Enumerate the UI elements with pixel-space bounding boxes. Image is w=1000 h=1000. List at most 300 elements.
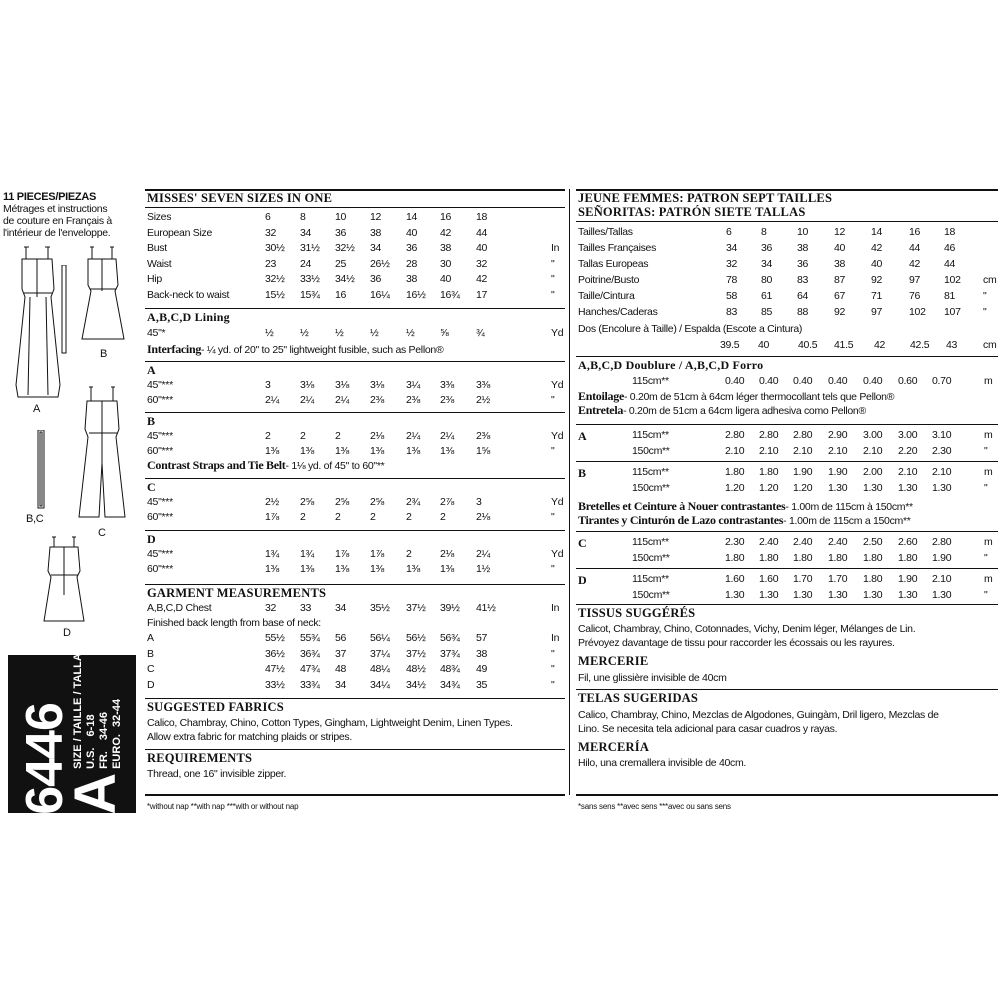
table-cell: ⅝: [440, 327, 449, 339]
table-cell: 18: [944, 226, 956, 238]
table-cell: 34: [761, 258, 773, 270]
table-cell: ½: [406, 327, 415, 339]
spanish-telas-line-1: Calico, Chambray, Chino, Mezclas de Algodones, Guingàm, Dril ligero, Mezclas de: [578, 709, 939, 721]
table-cell: 1⅜: [335, 445, 349, 457]
table-cell: 1.90: [828, 466, 848, 478]
table-cell: 67: [834, 290, 846, 302]
table-cell: 97: [871, 306, 883, 318]
row-label: Tallas Europeas: [578, 258, 649, 270]
table-cell: 2¼: [300, 394, 314, 406]
table-cell: 0.40: [793, 375, 813, 387]
unit-cell: ": [551, 288, 555, 301]
french-mercerie-text: Fil, une glissière invisible de 40cm: [578, 672, 727, 684]
table-cell: 1.80: [759, 552, 779, 564]
pieces-count: 11 PIECES/PIEZAS: [3, 191, 97, 203]
table-cell: 1.30: [932, 482, 952, 494]
unit-cell: ": [551, 257, 555, 270]
table-cell: 40: [834, 242, 846, 254]
rule: [576, 531, 998, 532]
table-cell: 3⅜: [476, 379, 490, 391]
rule: [145, 584, 565, 585]
table-cell: 12: [834, 226, 846, 238]
table-cell: 38: [370, 226, 382, 239]
table-cell: 36: [406, 242, 418, 254]
view-bc-illustration: [30, 430, 60, 510]
pattern-number: 6446: [16, 703, 74, 815]
table-cell: 1⅜: [370, 445, 384, 457]
table-cell: 2¼: [440, 430, 454, 442]
table-cell: 2.50: [863, 536, 883, 548]
table-cell: 34½: [406, 678, 426, 691]
table-cell: 18: [476, 211, 488, 223]
pieces-title: [3, 190, 96, 204]
pieces-fr-line-3: l'intérieur de l'enveloppe.: [3, 227, 111, 239]
entretela-text: - 0.20m de 51cm a 64cm ligera adhesiva como Pellon®: [623, 405, 866, 417]
table-cell: 42: [909, 258, 921, 270]
table-cell: 2: [335, 511, 341, 523]
unit-cell: ": [984, 589, 988, 601]
table-cell: 1.90: [793, 466, 813, 478]
table-cell: 2: [440, 511, 446, 523]
spanish-title: SEÑORITAS: PATRÓN SIETE TALLAS: [578, 205, 806, 219]
table-cell: 30½: [265, 242, 285, 254]
table-cell: 81: [944, 290, 956, 302]
english-requirements-text: Thread, one 16" invisible zipper.: [147, 768, 287, 780]
table-cell: 34: [370, 242, 382, 254]
table-cell: 2.10: [932, 466, 952, 478]
size-row-euro: EURO. 32-44: [111, 698, 123, 769]
table-cell: 76: [909, 290, 921, 302]
spanish-merceria-text: Hilo, una cremallera invisible de 40cm.: [578, 757, 747, 769]
table-cell: 37¾: [440, 647, 460, 660]
row-label: A: [147, 632, 154, 644]
table-cell: 2.40: [793, 536, 813, 548]
table-cell: 37½: [406, 602, 426, 614]
unit-cell: Yd: [551, 327, 564, 339]
table-cell: 31½: [300, 242, 320, 254]
english-bottom-rule: [145, 794, 565, 796]
table-cell: 38: [476, 647, 488, 660]
table-cell: 2.20: [898, 445, 918, 457]
rule: [145, 749, 565, 750]
table-cell: 2.10: [725, 445, 745, 457]
table-cell: ½: [300, 327, 309, 339]
table-cell: 1.90: [898, 573, 918, 585]
table-cell: 2.30: [932, 445, 952, 457]
table-cell: 2.80: [793, 429, 813, 441]
table-cell: 56¼: [370, 632, 390, 644]
french-view-a-title: A: [578, 429, 587, 443]
table-cell: 3¼: [406, 379, 420, 391]
table-cell: 2: [406, 511, 412, 523]
size-range-rotated: [16, 653, 128, 815]
table-cell: 102: [909, 306, 926, 318]
table-cell: 1⅜: [300, 445, 314, 457]
unit-cell: m: [984, 573, 993, 585]
contrast-text: - 1⅛ yd. of 45" to 60"**: [285, 460, 385, 472]
rule: [145, 308, 565, 309]
table-cell: 40: [871, 258, 883, 270]
table-cell: 2: [370, 511, 376, 523]
unit-cell: ": [551, 273, 555, 285]
size-label: SIZE / TAILLE / TALLA: [72, 653, 84, 769]
table-cell: 38: [406, 273, 418, 285]
view-c-illustration: [75, 385, 130, 523]
table-cell: 38: [440, 242, 452, 254]
table-cell: 56: [335, 632, 347, 644]
table-cell: 1.80: [828, 552, 848, 564]
table-cell: 32½: [335, 242, 355, 254]
table-cell: 26½: [370, 257, 390, 270]
table-cell: 36: [761, 242, 773, 254]
table-cell: 0.40: [759, 375, 779, 387]
table-cell: 78: [726, 274, 738, 286]
rule: [145, 698, 565, 699]
table-cell: 48: [335, 663, 347, 675]
table-cell: ½: [370, 327, 379, 339]
table-cell: 1.30: [759, 589, 779, 601]
table-cell: ½: [335, 327, 344, 339]
table-cell: 25: [335, 257, 347, 270]
unit-cell: m: [984, 466, 993, 478]
table-cell: 16: [440, 211, 452, 223]
table-cell: 1.30: [828, 589, 848, 601]
table-cell: 33: [300, 602, 312, 614]
interfacing-label: Interfacing: [147, 342, 202, 356]
table-cell: 58: [726, 290, 738, 302]
table-cell: 42: [440, 226, 452, 239]
table-cell: 38: [797, 242, 809, 254]
rule: [576, 604, 998, 605]
table-cell: 2⅜: [440, 394, 454, 406]
french-view-c-title: C: [578, 536, 587, 550]
table-cell: 1.30: [898, 589, 918, 601]
table-cell: 1⅜: [265, 563, 279, 575]
table-cell: 2⅜: [406, 394, 420, 406]
view-c-label: C: [98, 527, 106, 539]
table-cell: 2¾: [406, 496, 420, 508]
table-cell: 48¼: [370, 663, 390, 675]
table-cell: 2½: [476, 394, 490, 406]
table-cell: 92: [871, 274, 883, 286]
table-cell: 2⅝: [370, 496, 384, 508]
table-cell: 33½: [300, 273, 320, 285]
contrast-label: Contrast Straps and Tie Belt: [147, 458, 286, 472]
unit-cell: m: [984, 536, 993, 548]
unit-cell: ": [983, 306, 987, 318]
table-cell: 1.80: [759, 466, 779, 478]
table-cell: 23: [265, 257, 277, 270]
table-cell: 1⅞: [370, 548, 384, 560]
table-cell: 46: [944, 242, 956, 254]
table-cell: 38: [834, 258, 846, 270]
pieces-fr-line-1: Métrages et instructions: [3, 203, 108, 215]
table-cell: 80: [761, 274, 773, 286]
row-label: 150cm**: [632, 482, 670, 494]
table-cell: 37½: [406, 647, 426, 660]
table-cell: 1.30: [898, 482, 918, 494]
table-cell: 3⅛: [300, 379, 314, 391]
table-cell: 64: [797, 290, 809, 302]
english-fabrics-line-2: Allow extra fabric for matching plaids or stripes.: [147, 731, 353, 743]
row-label: Tailles Françaises: [578, 242, 657, 254]
table-cell: 32: [265, 226, 277, 239]
table-cell: 40: [440, 273, 452, 285]
table-cell: 1.70: [828, 573, 848, 585]
row-label: Hip: [147, 273, 162, 285]
table-cell: 48½: [406, 663, 426, 675]
table-cell: 1.30: [828, 482, 848, 494]
table-cell: 2¼: [335, 394, 349, 406]
row-label: C: [147, 663, 155, 675]
table-cell: 14: [871, 226, 883, 238]
rule: [145, 530, 565, 531]
french-tissus-title: TISSUS SUGGÉRÉS: [578, 606, 696, 620]
table-cell: 1⅜: [440, 563, 454, 575]
row-label: 115cm**: [632, 375, 669, 387]
spanish-tirantes: [578, 513, 911, 528]
row-label: 60"***: [147, 511, 173, 523]
table-cell: 32½: [265, 273, 285, 285]
table-cell: 42: [874, 339, 886, 351]
row-label: 115cm**: [632, 536, 669, 548]
table-cell: 35: [476, 678, 488, 691]
row-label: 45"***: [147, 379, 173, 391]
table-cell: 1¾: [265, 548, 279, 560]
unit-cell: m: [984, 429, 993, 441]
table-cell: 32: [476, 257, 488, 270]
french-dos-label: Dos (Encolure à Taille) / Espalda (Escote a Cintura): [578, 323, 803, 335]
unit-cell: ": [984, 445, 988, 457]
table-cell: 3.00: [863, 429, 883, 441]
table-cell: 44: [944, 258, 956, 270]
table-cell: 42: [871, 242, 883, 254]
unit-cell: ": [551, 563, 555, 575]
table-cell: 33½: [265, 678, 285, 691]
english-view-a-title: A: [147, 363, 156, 377]
rule: [576, 568, 998, 569]
french-entoilage: [578, 389, 894, 404]
table-cell: 10: [797, 226, 809, 238]
table-cell: 3⅛: [370, 379, 384, 391]
table-cell: 1.80: [725, 552, 745, 564]
table-cell: 107: [944, 306, 961, 318]
size-row-fr: FR. 34-46: [98, 711, 110, 769]
table-cell: 2: [335, 430, 341, 442]
french-view-d-title: D: [578, 573, 587, 587]
table-cell: 34: [335, 678, 347, 691]
table-cell: 34: [300, 226, 312, 239]
table-cell: 1⅜: [265, 445, 279, 457]
table-cell: 34: [726, 242, 738, 254]
rule: [145, 412, 565, 413]
table-cell: 37: [335, 647, 347, 660]
row-label: 115cm**: [632, 573, 669, 585]
french-mercerie-title: MERCERIE: [578, 654, 649, 668]
table-cell: 2.40: [828, 536, 848, 548]
table-cell: 6: [726, 226, 732, 238]
unit-cell: ": [551, 511, 555, 523]
table-cell: 1.30: [793, 589, 813, 601]
table-cell: 41.5: [834, 339, 854, 351]
strap-piece-illustration: [58, 265, 70, 355]
row-label: Bust: [147, 242, 167, 254]
french-tissus-line-2: Prévoyez davantage de tissu pour raccorder les écossais ou les rayures.: [578, 637, 895, 649]
bretelles-text: - 1.00m de 115cm à 150cm**: [785, 501, 913, 513]
rule: [145, 361, 565, 362]
table-cell: 1.70: [793, 573, 813, 585]
rule: [576, 221, 998, 222]
unit-cell: In: [551, 242, 560, 254]
entoilage-text: - 0.20m de 51cm à 64cm léger thermocollant tels que Pellon®: [623, 391, 895, 403]
unit-cell: Yd: [551, 430, 564, 442]
table-cell: 37¼: [370, 647, 390, 660]
pieces-fr-line-2: de couture en Français à: [3, 215, 112, 227]
row-label: Tailles/Tallas: [578, 226, 633, 238]
row-label: Hanches/Caderas: [578, 306, 658, 318]
table-cell: 36¾: [300, 647, 320, 660]
row-label: 60"***: [147, 394, 173, 406]
table-cell: 2.80: [759, 429, 779, 441]
table-cell: 102: [944, 274, 961, 286]
english-lining-title: A,B,C,D Lining: [147, 310, 230, 324]
table-cell: 2: [300, 430, 306, 442]
table-cell: 2.10: [828, 445, 848, 457]
table-cell: 3: [265, 379, 271, 391]
french-lining-title: A,B,C,D Doublure / A,B,C,D Forro: [578, 358, 764, 372]
english-title: MISSES' SEVEN SIZES IN ONE: [147, 191, 333, 205]
english-fabrics-line-1: Calico, Chambray, Chino, Cotton Types, Gingham, Lightweight Denim, Linen Types.: [147, 717, 513, 729]
table-cell: 2⅞: [440, 496, 454, 508]
size-letter: A: [63, 772, 128, 815]
unit-cell: ": [551, 647, 555, 660]
table-cell: 34¾: [440, 678, 460, 691]
table-cell: 34½: [335, 273, 355, 285]
table-cell: 2⅝: [335, 496, 349, 508]
table-cell: 16½: [406, 288, 426, 301]
table-cell: 1.80: [793, 552, 813, 564]
unit-cell: ": [983, 290, 987, 302]
table-cell: 40: [476, 242, 488, 254]
table-cell: 34¼: [370, 678, 390, 691]
table-cell: 1.20: [725, 482, 745, 494]
table-cell: 36: [797, 258, 809, 270]
english-view-d-title: D: [147, 532, 156, 546]
table-cell: 35½: [370, 602, 390, 614]
unit-cell: Yd: [551, 379, 564, 391]
table-cell: 15½: [265, 288, 285, 301]
french-bretelles: [578, 499, 913, 514]
table-cell: 1.20: [759, 482, 779, 494]
table-cell: 3⅛: [335, 379, 349, 391]
table-cell: 1.30: [725, 589, 745, 601]
table-cell: 28: [406, 257, 418, 270]
table-cell: 1⅜: [406, 445, 420, 457]
rule: [145, 478, 565, 479]
table-cell: 36½: [265, 647, 285, 660]
table-cell: 47½: [265, 663, 285, 675]
table-cell: 3.10: [932, 429, 952, 441]
table-cell: 0.40: [863, 375, 883, 387]
table-cell: 88: [797, 306, 809, 318]
unit-cell: ": [984, 482, 988, 494]
table-cell: 3.00: [898, 429, 918, 441]
table-cell: 0.40: [725, 375, 745, 387]
table-cell: 42.5: [910, 339, 930, 351]
table-cell: 2: [406, 548, 412, 560]
row-label: 60"***: [147, 563, 173, 575]
table-cell: 47¾: [300, 663, 320, 675]
table-cell: 2.10: [793, 445, 813, 457]
view-b-illustration: [78, 245, 128, 345]
row-label: D: [147, 678, 155, 691]
french-title: JEUNE FEMMES: PATRON SEPT TAILLES: [578, 191, 833, 205]
table-cell: 1⅞: [265, 511, 279, 523]
unit-cell: In: [551, 602, 560, 614]
table-cell: 2.60: [898, 536, 918, 548]
table-cell: 32: [265, 602, 277, 614]
unit-cell: ": [984, 552, 988, 564]
table-cell: 1⅝: [476, 445, 490, 457]
table-cell: 1¾: [300, 548, 314, 560]
table-cell: 40.5: [798, 339, 818, 351]
table-cell: 44: [909, 242, 921, 254]
row-label: B: [147, 647, 154, 660]
table-cell: 2¼: [406, 430, 420, 442]
table-cell: 1.80: [725, 466, 745, 478]
spanish-entretela: [578, 403, 866, 418]
table-cell: 17: [476, 288, 488, 301]
view-bc-label: B,C: [26, 513, 44, 525]
table-cell: 40: [758, 339, 770, 351]
table-cell: 1⅜: [440, 445, 454, 457]
rule: [145, 207, 565, 208]
table-cell: 14: [406, 211, 418, 223]
english-finished-label: Finished back length from base of neck:: [147, 617, 321, 629]
row-label: European Size: [147, 226, 212, 239]
table-cell: 32: [726, 258, 738, 270]
table-cell: 85: [761, 306, 773, 318]
table-cell: 2.10: [932, 573, 952, 585]
row-label: 45"***: [147, 496, 173, 508]
row-label: 115cm**: [632, 466, 669, 478]
table-cell: 1.60: [725, 573, 745, 585]
bretelles-label: Bretelles et Ceinture à Nouer contrastantes: [578, 499, 786, 513]
tirantes-label: Tirantes y Cinturón de Lazo contrastantes: [578, 513, 784, 527]
size-row-us: U.S. 6-18: [85, 714, 97, 769]
entoilage-label: Entoilage: [578, 389, 624, 403]
english-fabrics-title: SUGGESTED FABRICS: [147, 700, 284, 714]
table-cell: 15¾: [300, 288, 320, 301]
table-cell: 2.10: [863, 445, 883, 457]
table-cell: 92: [834, 306, 846, 318]
row-label: A,B,C,D Chest: [147, 602, 212, 614]
english-interfacing: [147, 342, 443, 357]
table-cell: 2⅛: [370, 430, 384, 442]
row-label: 150cm**: [632, 552, 670, 564]
row-label: 45"*: [147, 327, 166, 339]
column-divider: [569, 189, 570, 795]
rule: [576, 689, 998, 690]
table-cell: 6: [265, 211, 271, 223]
table-cell: 8: [761, 226, 767, 238]
unit-cell: cm: [983, 339, 997, 351]
row-label: Sizes: [147, 211, 172, 223]
unit-cell: ": [551, 663, 555, 675]
unit-cell: Yd: [551, 548, 564, 560]
view-d-illustration: [40, 535, 90, 627]
table-cell: 12: [370, 211, 382, 223]
